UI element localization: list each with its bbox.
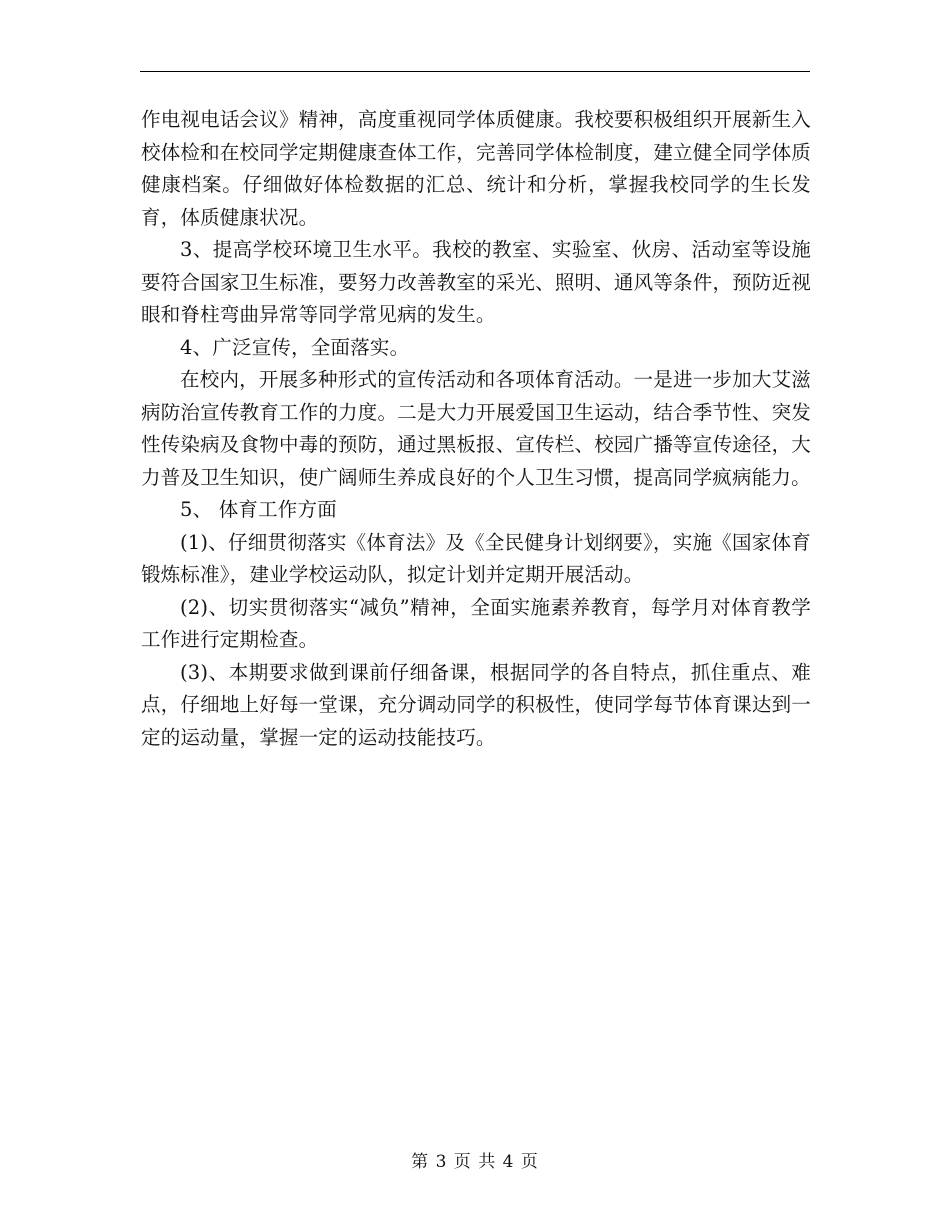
paragraph-5: 5、 体育工作方面 <box>180 498 337 521</box>
page-number-footer: 第 3 页 共 4 页 <box>411 1152 539 1172</box>
paragraph-1: 作电视电话会议》精神，高度重视同学体质健康。我校要积极组织开展新生入校体检和在校同学定期健康查体工作，完善同学体检制度，建立健全同学体质健康档案。仔细做好体检数据的汇总、统计和分析，掌握我校同学的生长发育，体质健康状况。 <box>141 108 811 229</box>
paragraph-3: 4、广泛宣传，全面落实。 <box>180 335 410 359</box>
paragraph-2: 3、提高学校环境卫生水平。我校的教室、实验室、伙房、活动室等设施要符合国家卫生标准，要努力改善教室的采光、照明、通风等条件，预防近视眼和脊柱弯曲异常等同学常见病的发生。 <box>141 238 811 326</box>
document-body <box>141 104 811 754</box>
header-rule <box>140 71 810 72</box>
paragraph-7: (2)、切实贯彻落实“减负”精神，全面实施素养教育，每学月对体育教学工作进行定期检查。 <box>141 595 811 651</box>
paragraph-6: (1)、仔细贯彻落实《体育法》及《全民健身计划纲要》，实施《国家体育锻炼标准》，建业学校运动队，拟定计划并定期开展活动。 <box>141 530 811 586</box>
paragraph-4: 在校内，开展多种形式的宣传活动和各项体育活动。一是进一步加大艾滋病防治宣传教育工作的力度。二是大力开展爱国卫生运动，结合季节性、突发性传染病及食物中毒的预防，通过黑板报、宣传栏、校园广播等宣传途径，大力普及卫生知识，使广阔师生养成良好的个人卫生习惯，提高同学疯病能力。 <box>141 368 811 489</box>
paragraph-8: (3)、本期要求做到课前仔细备课，根据同学的各自特点，抓住重点、难点，仔细地上好每一堂课，充分调动同学的积极性，使同学每节体育课达到一定的运动量，掌握一定的运动技能技巧。 <box>141 660 811 749</box>
